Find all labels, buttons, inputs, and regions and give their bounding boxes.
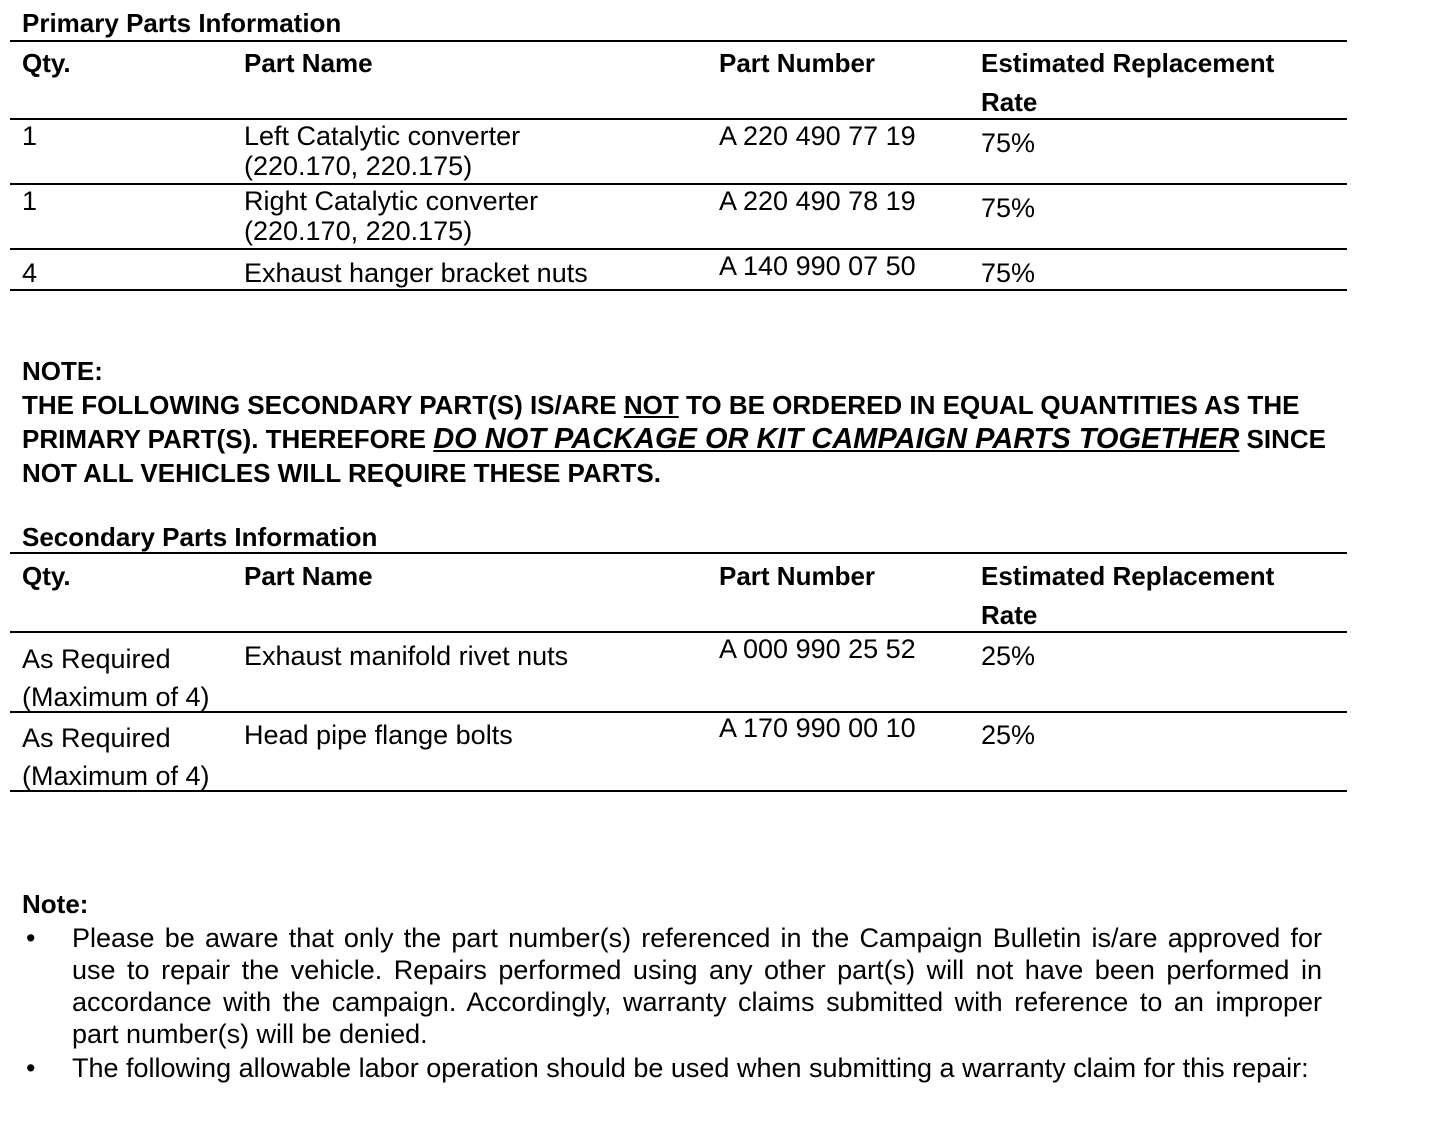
primary-row3-name: Exhaust hanger bracket nuts [244,258,588,288]
secondary-row2-qty-line2: (Maximum of 4) [22,761,210,791]
bullet-icon: • [26,923,36,953]
table-rule [10,248,1347,250]
column-header-rate-line2: Rate [981,87,1038,117]
bullet-text: The following allowable labor operation should be used when submitting a warranty claim for this repair: [72,1053,1309,1083]
column-header-qty: Qty. [22,561,71,591]
secondary-row2-rate: 25% [981,720,1036,750]
primary-row2-number: A 220 490 78 19 [719,186,916,216]
note-line-1-text: THE FOLLOWING SECONDARY PART(S) IS/ARE [22,390,624,420]
primary-row1-name [244,120,520,182]
secondary-row1-rate: 25% [981,641,1036,671]
secondary-row1-number: A 000 990 25 52 [719,634,916,664]
note-line-2-tail: SINCE [1239,424,1327,454]
table-rule [10,711,1347,713]
primary-row2-name [244,185,538,247]
note-line-3: NOT ALL VEHICLES WILL REQUIRE THESE PARTS. [22,458,661,488]
primary-row3-rate: 75% [981,258,1036,288]
primary-row1-name-line1: Left Catalytic converter [244,121,521,151]
secondary-row1-qty [22,640,210,716]
primary-row1-number: A 220 490 77 19 [719,121,916,151]
column-header-part-name: Part Name [244,48,373,78]
table-rule [10,631,1347,633]
column-header-rate [981,44,1274,122]
note-not-emphasis: NOT [623,390,679,420]
table-rule [10,40,1347,42]
column-header-part-name: Part Name [244,561,373,591]
note-do-not-package-emphasis: DO NOT PACKAGE OR KIT CAMPAIGN PARTS TOGETHER [433,423,1240,455]
note-heading: NOTE: [22,356,103,386]
column-header-qty: Qty. [22,48,71,78]
column-header-rate [981,557,1274,635]
note-line-1-tail: TO BE ORDERED IN EQUAL QUANTITIES AS THE [678,390,1300,420]
primary-row3-number: A 140 990 07 50 [719,251,916,281]
table-rule [10,552,1347,554]
secondary-row2-number: A 170 990 00 10 [719,713,916,743]
list-item [22,1052,1322,1084]
column-header-rate-line1: Estimated Replacement [981,561,1275,591]
primary-row2-name-line2: (220.170, 220.175) [244,216,473,246]
primary-row1-qty: 1 [22,121,38,151]
note-heading: Note: [22,889,89,919]
note-line-2-text: PRIMARY PART(S). THEREFORE [22,424,434,454]
table-rule [10,183,1347,185]
secondary-row2-name: Head pipe flange bolts [244,720,513,750]
primary-row2-rate: 75% [981,193,1036,223]
list-item [22,922,1322,1050]
secondary-row2-qty [22,719,210,795]
primary-row2-name-line1: Right Catalytic converter [244,186,539,216]
secondary-parts-title: Secondary Parts Information [22,522,378,552]
bullet-text: Please be aware that only the part number(s) referenced in the Campaign Bulletin is/are approved for use to repair the vehicle. Repairs performed using any other part(s) will not have been performed in accordance with the campaign. Accordingly, warranty claims submitted with reference to an improper part number(s) will be denied. [72,923,1322,1049]
column-header-rate-line2: Rate [981,600,1038,630]
note-bullet-list [22,922,1322,1086]
secondary-parts-warning [22,354,1432,490]
primary-parts-title: Primary Parts Information [22,8,342,38]
column-header-part-number: Part Number [719,48,876,78]
bullet-icon: • [26,1053,36,1083]
table-rule [10,289,1347,291]
secondary-row2-qty-line1: As Required [22,723,171,753]
column-header-part-number: Part Number [719,561,876,591]
note-line-1 [22,388,1432,422]
primary-row1-rate: 75% [981,128,1036,158]
secondary-row1-qty-line2: (Maximum of 4) [22,682,210,712]
secondary-row1-qty-line1: As Required [22,644,171,674]
table-rule [10,118,1347,120]
primary-row1-name-line2: (220.170, 220.175) [244,151,473,181]
column-header-rate-line1: Estimated Replacement [981,48,1275,78]
primary-row2-qty: 1 [22,186,38,216]
secondary-row1-name: Exhaust manifold rivet nuts [244,641,569,671]
table-rule [10,790,1347,792]
note-line-2 [22,422,1432,456]
primary-row3-qty: 4 [22,258,38,288]
